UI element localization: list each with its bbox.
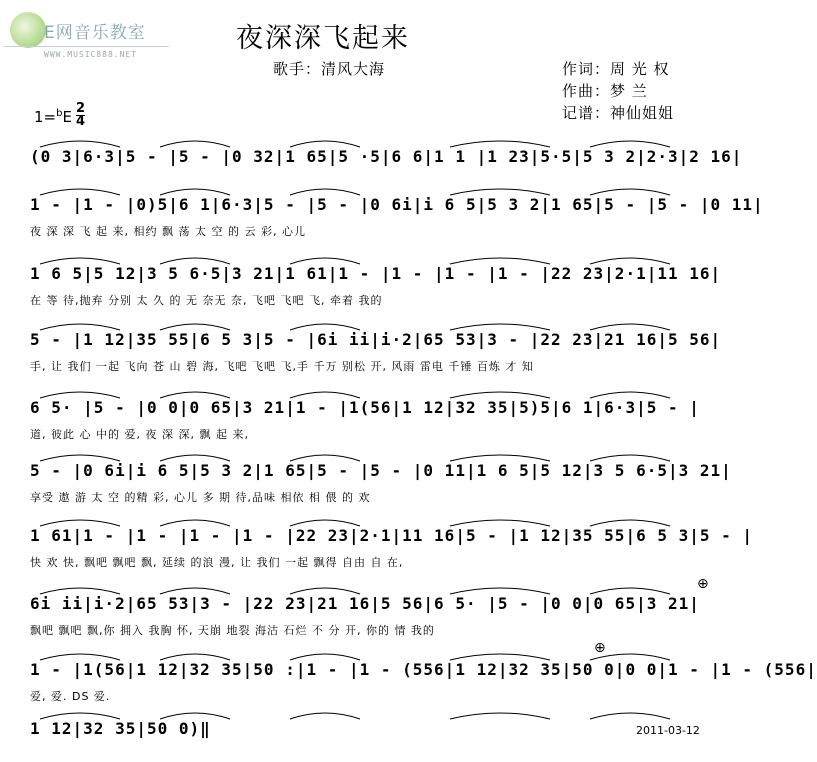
- logo-swirl-icon: [10, 12, 46, 48]
- lyricist-line: 作词：周 光 权: [562, 60, 670, 78]
- notation-line: 5 - |0 6i|i 6 5|5 3 2|1 65|5 - |5 - |0 11|1 6 5|5 12|3 5 6·5|3 21|: [30, 461, 732, 480]
- lyric-line: 道, 彼此 心 中的 爱, 夜 深 深, 飘 起 来,: [30, 428, 249, 441]
- time-signature: [76, 103, 85, 128]
- coda-icon: ⊕: [697, 576, 709, 592]
- singer-line: 歌手：清风大海: [273, 60, 386, 78]
- lyric-line: 飘吧 飘吧 飘,你 拥入 我胸 怀, 天崩 地裂 海沽 石烂 不 分 开, 你的 情 我的: [30, 624, 435, 637]
- notation-line: 1 - |1(56|1 12|32 35|50 :|1 - |1 - (556|1 12|32 35|50 0|0 0|1 - |1 - (556|: [30, 660, 817, 679]
- lyric-line: 手, 让 我们 一起 飞向 苍 山 碧 海, 飞吧 飞吧 飞,手 千万 别松 开, 风雨 雷电 千锤 百炼 才 知: [30, 360, 534, 373]
- coda-icon: ⊕: [594, 640, 606, 656]
- time-bottom: 4: [76, 114, 86, 129]
- notation-line: 1 6 5|5 12|3 5 6·5|3 21|1 61|1 - |1 - |1 - |1 - |22 23|2·1|11 16|: [30, 264, 722, 283]
- lyric-line: 快 欢 快, 飘吧 飘吧 飘, 延续 的浪 漫, 让 我们 一起 飘得 自由 自 在,: [30, 556, 404, 569]
- flat-sign: b: [56, 108, 63, 119]
- notation-line: 1 - |1 - |0)5|6 1|6·3|5 - |5 - |0 6i|i 6 5|5 3 2|1 65|5 - |5 - |0 11|: [30, 195, 764, 214]
- notation-line: 5 - |1 12|35 55|6 5 3|5 - |6i ii|i·2|65 53|3 - |22 23|21 16|5 56|: [30, 330, 722, 349]
- key-prefix: 1=: [34, 108, 57, 126]
- lyric-line: 享受 遨 游 太 空 的精 彩, 心儿 多 期 待,品味 相依 相 偎 的 欢: [30, 491, 371, 504]
- notation-line: 6i ii|i·2|65 53|3 - |22 23|21 16|5 56|6 5· |5 - |0 0|0 65|3 21|: [30, 594, 700, 613]
- logo-url: WWW.MUSIC888.NET: [44, 50, 138, 59]
- composer-line: 作曲：梦 兰: [562, 82, 648, 100]
- site-logo: [4, 8, 174, 68]
- key-signature: [34, 108, 72, 126]
- logo-divider: [4, 46, 169, 47]
- notation-line: 1 12|32 35|50 0)‖: [30, 719, 211, 738]
- date-stamp: 2011-03-12: [636, 724, 700, 737]
- notation-line: 6 5· |5 - |0 0|0 65|3 21|1 - |1(56|1 12|32 35|5)5|6 1|6·3|5 - |: [30, 398, 700, 417]
- lyric-line: 夜 深 深 飞 起 来, 相约 飘 荡 太 空 的 云 彩, 心儿: [30, 225, 306, 238]
- notation-line: (0 3|6·3|5 - |5 - |0 32|1 65|5 ·5|6 6|1 1 |1 23|5·5|5 3 2|2·3|2 16|: [30, 147, 743, 166]
- lyric-line: 爱, 爱. DS 爱.: [30, 690, 111, 703]
- credits-block: [562, 58, 674, 124]
- key-note: E: [62, 108, 72, 126]
- notation-line: 1 61|1 - |1 - |1 - |1 - |22 23|2·1|11 16|5 - |1 12|35 55|6 5 3|5 - |: [30, 526, 754, 545]
- song-title: 夜深深飞起来: [236, 23, 410, 54]
- transcriber-line: 记谱：神仙姐姐: [562, 104, 675, 122]
- logo-text: E网音乐教室: [44, 23, 146, 43]
- lyric-line: 在 等 待,抛弃 分别 太 久 的 无 奈无 奈, 飞吧 飞吧 飞, 牵着 我的: [30, 294, 383, 307]
- time-top: 2: [76, 101, 86, 116]
